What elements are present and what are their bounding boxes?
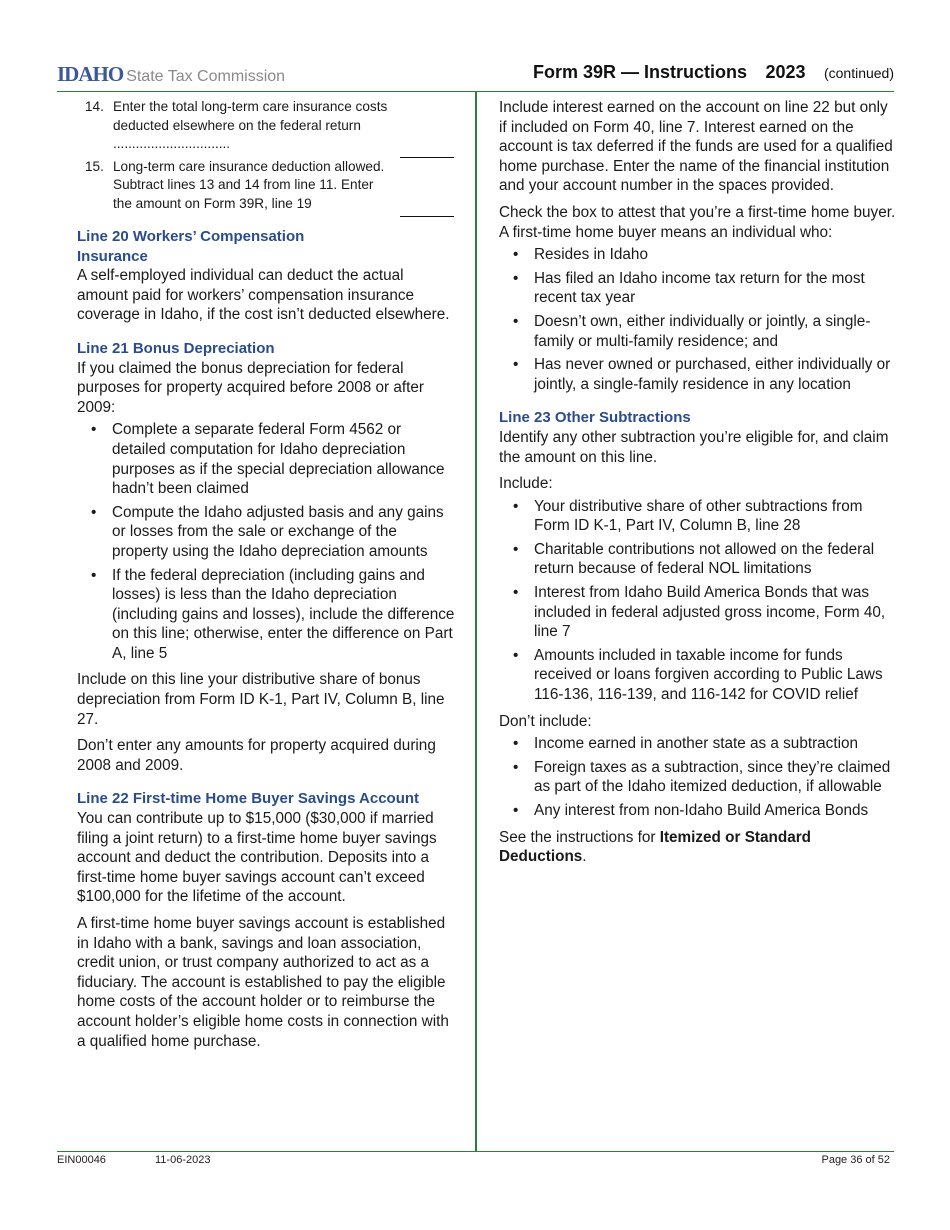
logo-idaho-wordmark: IDAHO xyxy=(57,62,124,86)
line-21-section xyxy=(77,339,457,775)
form-title: Form 39R — Instructions xyxy=(532,62,747,82)
interest-paragraph: Include interest earned on the account on line 22 but only if included on Form 40, line 7. Interest earned on the account is tax deferred if the funds are used for a qualified home purchase. Enter the name of the financial institution and your account number in the spaces provided. xyxy=(499,99,893,195)
line-22-paragraph-1: You can contribute up to $15,000 ($30,000 if married filing a joint return) to a first-time home buyer savings account and deduct the contribution. Deposits into a first-time home buyer savings account can’t exceed $100,000 for the lifetime of the account. xyxy=(77,810,437,906)
see-instructions-note: See the instructions for Itemized or Standard Deductions. xyxy=(499,828,811,866)
list-item: • Complete a separate federal Form 4562 or detailed computation for Idaho depreciation purposes as if the special depreciation allowance hadn’t been claimed xyxy=(91,421,445,498)
logo-agency-name: State Tax Commission xyxy=(126,68,286,85)
line-20-section xyxy=(77,227,457,325)
worksheet-item-15 xyxy=(77,158,457,214)
include-label: Include: xyxy=(499,475,553,493)
line-22-section xyxy=(77,789,457,1051)
column-divider xyxy=(475,92,477,1151)
line-21-heading: Line 21 Bonus Depreciation xyxy=(77,339,275,357)
first-time-buyer-paragraph: Check the box to attest that you’re a first-time home buyer. A first-time home buyer means an individual who: xyxy=(499,203,896,241)
footer-divider xyxy=(57,1151,894,1152)
left-column xyxy=(77,98,457,1058)
line-21-paragraph-2: Include on this line your distributive share of bonus depreciation from Form ID K-1, Part IV, Column B, line 27. xyxy=(77,671,445,728)
revision-date: 11-06-2023 xyxy=(155,1154,211,1166)
list-item: • Interest from Idaho Build America Bonds that was included in federal adjusted gross income, Form 40, line 7 xyxy=(513,584,886,641)
line-22-paragraph-2: A first-time home buyer savings account is established in Idaho with a bank, savings and loan association, credit union, or trust company authorized to act as a fiduciary. The account is established to pay the eligible home costs of the account holder or to reimburse the account holder’s eligible home costs in connection with a qualified home purchase. xyxy=(77,915,449,1050)
first-time-buyer-criteria xyxy=(499,245,897,394)
line-22-heading: Line 22 First-time Home Buyer Savings Account xyxy=(77,790,420,808)
item-number: 14. xyxy=(85,99,104,114)
line-20-body: A self-employed individual can deduct the actual amount paid for workers’ compensation insurance coverage in Idaho, if the cost isn’t deducted elsewhere. xyxy=(77,267,450,324)
item-number: 15. xyxy=(85,158,104,174)
list-item: • Your distributive share of other subtractions from Form ID K-1, Part IV, Column B, line 28 xyxy=(513,497,863,535)
line-23-section xyxy=(499,408,897,866)
list-item: • Has filed an Idaho income tax return for the most recent tax year xyxy=(513,269,865,307)
form-title-block xyxy=(533,62,894,83)
right-column xyxy=(499,98,897,874)
list-item: • Amounts included in taxable income for funds received or loans forgiven according to Public Laws 116-136, 116-139, and 116-142 for COVID relief xyxy=(513,646,883,704)
list-item: • If the federal depreciation (including gains and losses) is less than the Idaho depreciation (including gains and losses), include the difference on this line; otherwise, enter the difference on Part A, line 5 xyxy=(91,566,455,662)
dont-include-label: Don’t include: xyxy=(499,712,592,730)
form-year: 2023 xyxy=(765,62,806,82)
list-item: • Any interest from non-Idaho Build America Bonds xyxy=(513,802,869,819)
idaho-tax-commission-logo xyxy=(57,62,285,87)
line-23-heading: Line 23 Other Subtractions xyxy=(499,409,691,427)
continued-label: (continued) xyxy=(823,65,894,81)
form-code: EIN00046 xyxy=(57,1154,106,1166)
amount-entry-line xyxy=(400,216,454,217)
list-item: • Foreign taxes as a subtraction, since they’re claimed as part of the Idaho itemized deduction, if allowable xyxy=(513,758,891,796)
item-text: Enter the total long-term care insurance costs deducted elsewhere on the federal return ............................... xyxy=(113,99,388,151)
list-item: • Charitable contributions not allowed on the federal return because of federal NOL limitations xyxy=(513,540,875,578)
item-text: Long-term care insurance deduction allowed. Subtract lines 13 and 14 from line 11. Enter the amount on Form 39R, line 19 xyxy=(113,158,385,211)
list-item: • Has never owned or purchased, either individually or jointly, a single-family residence in any location xyxy=(513,356,891,393)
itemized-deductions-reference: Itemized or Standard Deductions xyxy=(499,828,811,866)
line-21-bullets xyxy=(77,420,457,663)
include-list xyxy=(499,497,897,705)
list-item: • Income earned in another state as a subtraction xyxy=(513,735,858,753)
page-header xyxy=(57,58,894,88)
line-20-heading: Line 20 Workers’ Compensation Insurance xyxy=(77,228,305,265)
line-21-intro: If you claimed the bonus depreciation for federal purposes for property acquired before 2008 or after 2009: xyxy=(77,359,424,416)
list-item: • Compute the Idaho adjusted basis and any gains or losses from the sale or exchange of the property using the Idaho depreciation amounts xyxy=(91,503,444,560)
page-number: Page 36 of 52 xyxy=(821,1154,890,1166)
line-23-intro: Identify any other subtraction you’re eligible for, and claim the amount on this line. xyxy=(499,428,889,466)
line-21-paragraph-3: Don’t enter any amounts for property acquired during 2008 and 2009. xyxy=(77,737,436,774)
list-item: • Resides in Idaho xyxy=(513,246,648,264)
list-item: • Doesn’t own, either individually or jointly, a single-family or multi-family residence; and xyxy=(513,312,871,350)
worksheet-item-14 xyxy=(77,98,457,154)
dont-include-list xyxy=(499,734,897,820)
